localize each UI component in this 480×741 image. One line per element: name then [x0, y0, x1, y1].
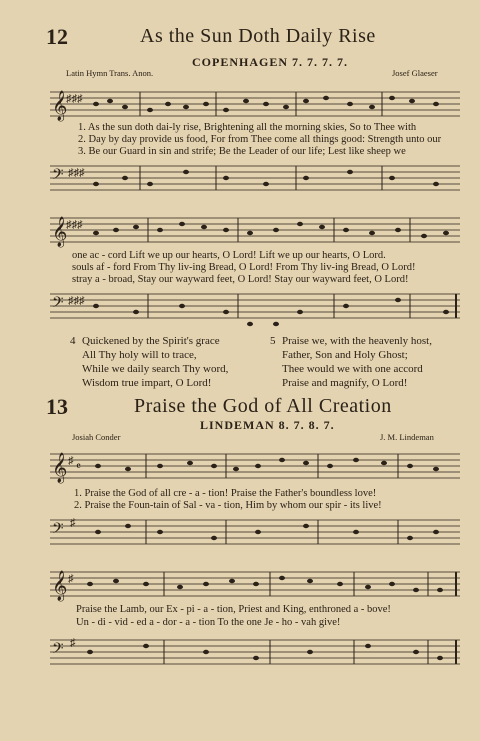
bass-clef-icon: 𝄢 — [52, 640, 64, 660]
lyric-line: 1. As the sun doth dai-ly rise, Brightening all the morning skies, So to Thee with — [78, 122, 417, 133]
svg-text:♯♯♯: ♯♯♯ — [68, 295, 85, 307]
stanza-number: 5 — [270, 335, 276, 347]
lyric-line: one ac - cord Lift we up our hearts, O Lord! Lift we up our hearts, O Lord. — [72, 250, 386, 261]
hymn-title-12: As the Sun Doth Daily Rise — [140, 25, 376, 47]
stanza-4 — [70, 334, 228, 390]
bass-clef-icon: 𝄢 — [52, 520, 64, 540]
hymn-title-13: Praise the God of All Creation — [134, 395, 392, 417]
svg-text:♯: ♯ — [70, 637, 76, 649]
bass-staff-12a — [0, 160, 480, 200]
treble-clef-icon: 𝄞 — [52, 217, 68, 246]
music-credit-12: Josef Glaeser — [392, 68, 438, 78]
stanza-line: Thee would we with one accord — [282, 363, 423, 375]
treble-clef-icon: 𝄞 — [52, 91, 68, 120]
lyric-line: souls af - ford From Thy liv-ing Bread, O Lord! From Thy liv-ing Bread, O Lord! — [72, 262, 416, 273]
svg-text:♯♯♯: ♯♯♯ — [66, 93, 83, 105]
lyric-line: 2. Praise the Foun-tain of Sal - va - tion, Him by whom our spir - its live! — [74, 500, 382, 511]
hymn-number-12: 12 — [46, 24, 68, 49]
lyric-line: 3. Be our Guard in sin and strife; Be the Leader of our life; Lest like sheep we — [78, 146, 406, 157]
music-credit-13: J. M. Lindeman — [380, 432, 434, 442]
stanza-line: Wisdom true impart, O Lord! — [82, 377, 212, 389]
bass-clef-icon: 𝄢 — [52, 166, 64, 186]
lyric-line: Praise the Lamb, our Ex - pi - a - tion, Priest and King, enthroned a - bove! — [76, 604, 391, 615]
svg-text:♯: ♯ — [68, 573, 74, 585]
lyric-line: 2. Day by day provide us food, For from Thee come all things good: Strength unto our — [78, 134, 442, 145]
words-credit-12: Latin Hymn Trans. Anon. — [66, 68, 154, 78]
hymn-number-13: 13 — [46, 394, 68, 419]
stanza-number: 4 — [70, 335, 76, 347]
svg-text:♯♯♯: ♯♯♯ — [66, 219, 83, 231]
stanza-5 — [270, 334, 432, 390]
stanza-line: Praise and magnify, O Lord! — [282, 377, 408, 389]
bass-clef-icon: 𝄢 — [52, 294, 64, 314]
svg-text:♯♯♯: ♯♯♯ — [68, 167, 85, 179]
lyric-line: 1. Praise the God of all cre - a - tion! Praise the Father's boundless love! — [74, 488, 377, 499]
tune-name-12: COPENHAGEN 7. 7. 7. 7. — [192, 55, 349, 69]
stanza-line: Praise we, with the heavenly host, — [282, 335, 432, 347]
bass-staff-13a — [0, 514, 480, 554]
treble-staff-13a — [0, 444, 480, 494]
words-credit-13: Josiah Conder — [72, 432, 121, 442]
stanza-line: Quickened by the Spirit's grace — [82, 335, 220, 347]
bass-staff-13b — [0, 632, 480, 676]
lyric-line: Un - di - vid - ed a - dor - a - tion To the one Je - ho - vah give! — [76, 617, 341, 628]
lyric-line: stray a - broad, Stay our wayward feet, O Lord! Stay our wayward feet, O Lord! — [72, 274, 409, 285]
treble-clef-icon: 𝄞 — [52, 453, 68, 482]
svg-text:𝄴: 𝄴 — [76, 461, 81, 473]
bass-staff-12b — [0, 288, 480, 332]
stanza-line: Father, Son and Holy Ghost; — [282, 349, 408, 361]
stanza-line: All Thy holy will to trace, — [82, 349, 197, 361]
treble-clef-icon: 𝄞 — [52, 571, 68, 600]
stanza-line: While we daily search Thy word, — [82, 363, 229, 375]
tune-name-13: LINDEMAN 8. 7. 8. 7. — [200, 418, 335, 432]
svg-text:♯: ♯ — [70, 517, 76, 529]
svg-text:♯: ♯ — [68, 455, 74, 467]
